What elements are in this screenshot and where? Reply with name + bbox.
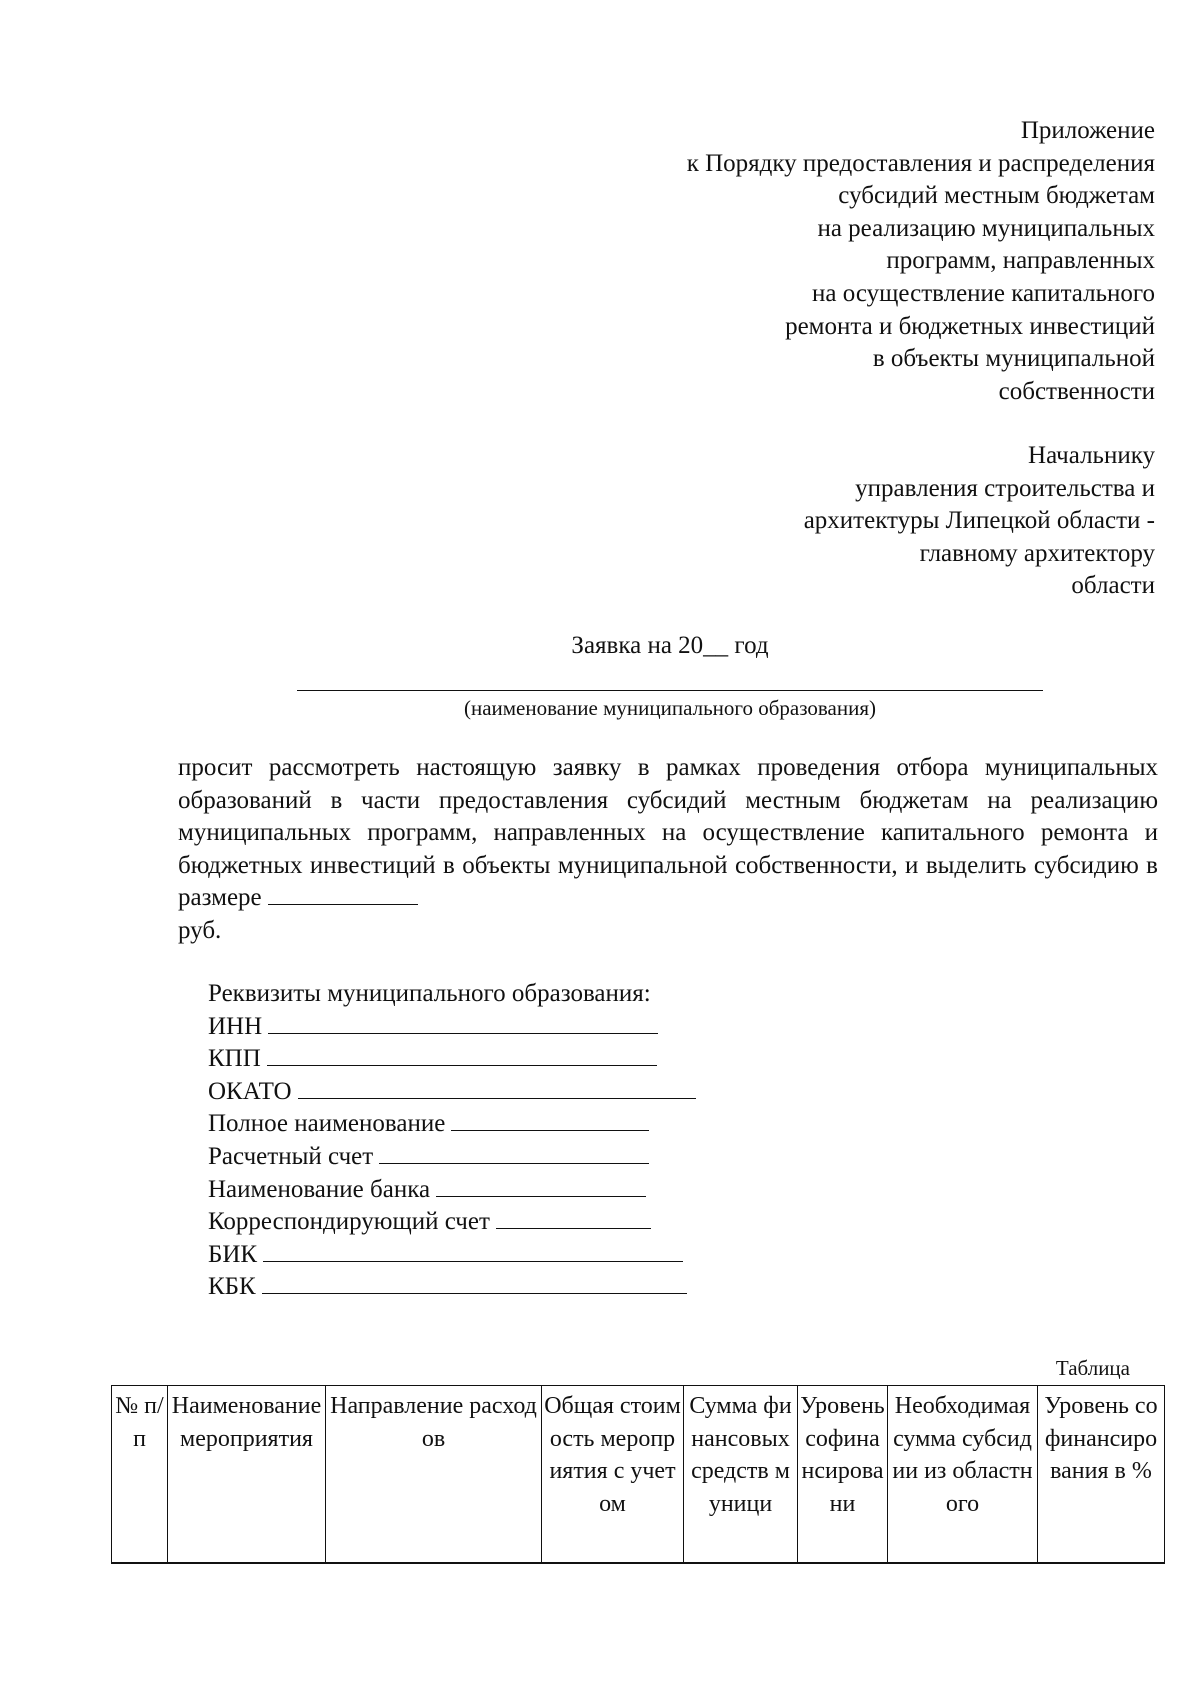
appendix-line: на реализацию муниципальных [817, 214, 1155, 242]
account-blank-line[interactable] [379, 1141, 649, 1164]
requisite-full-name [208, 1108, 696, 1141]
appendix-line: собственности [998, 377, 1155, 405]
addressee-line: главному архитектору [919, 539, 1155, 567]
currency-unit: руб. [178, 916, 222, 944]
requisite-inn [208, 1011, 696, 1044]
requisite-kbk [208, 1271, 696, 1304]
requisite-label: БИК [208, 1240, 258, 1268]
requisite-label: ИНН [208, 1012, 263, 1040]
appendix-line: ремонта и бюджетных инвестиций [785, 312, 1155, 340]
header-required-subsidy: Необходимая сумма субсидии из областного [888, 1386, 1038, 1564]
document-title: Заявка на 20__ год [571, 632, 769, 659]
bik-blank-line[interactable] [263, 1239, 683, 1262]
appendix-line: программ, направленных [886, 247, 1155, 275]
okato-blank-line[interactable] [298, 1076, 696, 1099]
financing-table [111, 1385, 1165, 1564]
requisites-block [208, 978, 696, 1304]
appendix-line: на осуществление капитального [812, 279, 1155, 307]
requisite-label: Корреспондирующий счет [208, 1208, 490, 1236]
addressee-line: Начальнику [1028, 442, 1155, 469]
appendix-line: субсидий местным бюджетам [838, 182, 1155, 210]
requisite-label: Наименование банка [208, 1175, 431, 1203]
header-total-cost: Общая стоимость мероприятия с учетом [542, 1386, 684, 1564]
appendix-line: в объекты муниципальной [872, 345, 1155, 373]
header-number: № п/п [112, 1386, 168, 1564]
header-municipal-funds: Сумма финансовых средств муници [684, 1386, 798, 1564]
municipality-name-line[interactable] [297, 690, 1043, 691]
corr-account-blank-line[interactable] [496, 1206, 651, 1229]
requisite-bank-name [208, 1174, 696, 1207]
header-expense-direction: Направление расходов [326, 1386, 542, 1564]
requisite-okato [208, 1076, 696, 1109]
requisite-label: Расчетный счет [208, 1142, 374, 1170]
header-cofinancing-percent: Уровень софинансирования в % [1038, 1386, 1165, 1564]
requisite-corr-account [208, 1206, 696, 1239]
appendix-line: Приложение [1020, 117, 1155, 144]
appendix-block [515, 115, 1155, 408]
municipality-caption: (наименование муниципального образования) [463, 696, 877, 720]
requisite-kpp [208, 1043, 696, 1076]
bank-name-blank-line[interactable] [436, 1174, 646, 1197]
amount-blank-line[interactable] [268, 884, 418, 905]
requisites-heading: Реквизиты муниципального образования: [208, 980, 651, 1007]
request-text: просит рассмотреть настоящую заявку в рамках проведения отбора муниципальных образований в части предоставления субсидий местным бюджетам на реализацию муниципальных программ, направленных на осуществление капитального ремонта и бюджетных инвестиций в объекты муниципальной собственности, и выделить субсидию в размере [178, 754, 1158, 912]
addressee-line: архитектуры Липецкой области - [803, 507, 1155, 535]
header-event-name: Наименование мероприятия [168, 1386, 326, 1564]
requisite-label: КБК [208, 1273, 256, 1301]
addressee-line: управления строительства и [855, 474, 1155, 502]
kbk-blank-line[interactable] [262, 1271, 687, 1294]
table-caption: Таблица [1055, 1356, 1130, 1380]
request-paragraph [178, 752, 1158, 948]
table-header-row [112, 1386, 1165, 1564]
requisite-label: ОКАТО [208, 1077, 292, 1105]
addressee-line: области [1071, 572, 1155, 600]
kpp-blank-line[interactable] [267, 1043, 657, 1066]
appendix-line: к Порядку предоставления и распределения [686, 149, 1155, 177]
requisite-label: КПП [208, 1045, 261, 1073]
full-name-blank-line[interactable] [451, 1108, 649, 1131]
inn-blank-line[interactable] [268, 1011, 658, 1034]
header-cofinancing-level: Уровень софинансировани [798, 1386, 888, 1564]
requisite-bik [208, 1239, 696, 1272]
requisite-label: Полное наименование [208, 1110, 446, 1138]
requisite-account [208, 1141, 696, 1174]
addressee-block [635, 440, 1155, 603]
